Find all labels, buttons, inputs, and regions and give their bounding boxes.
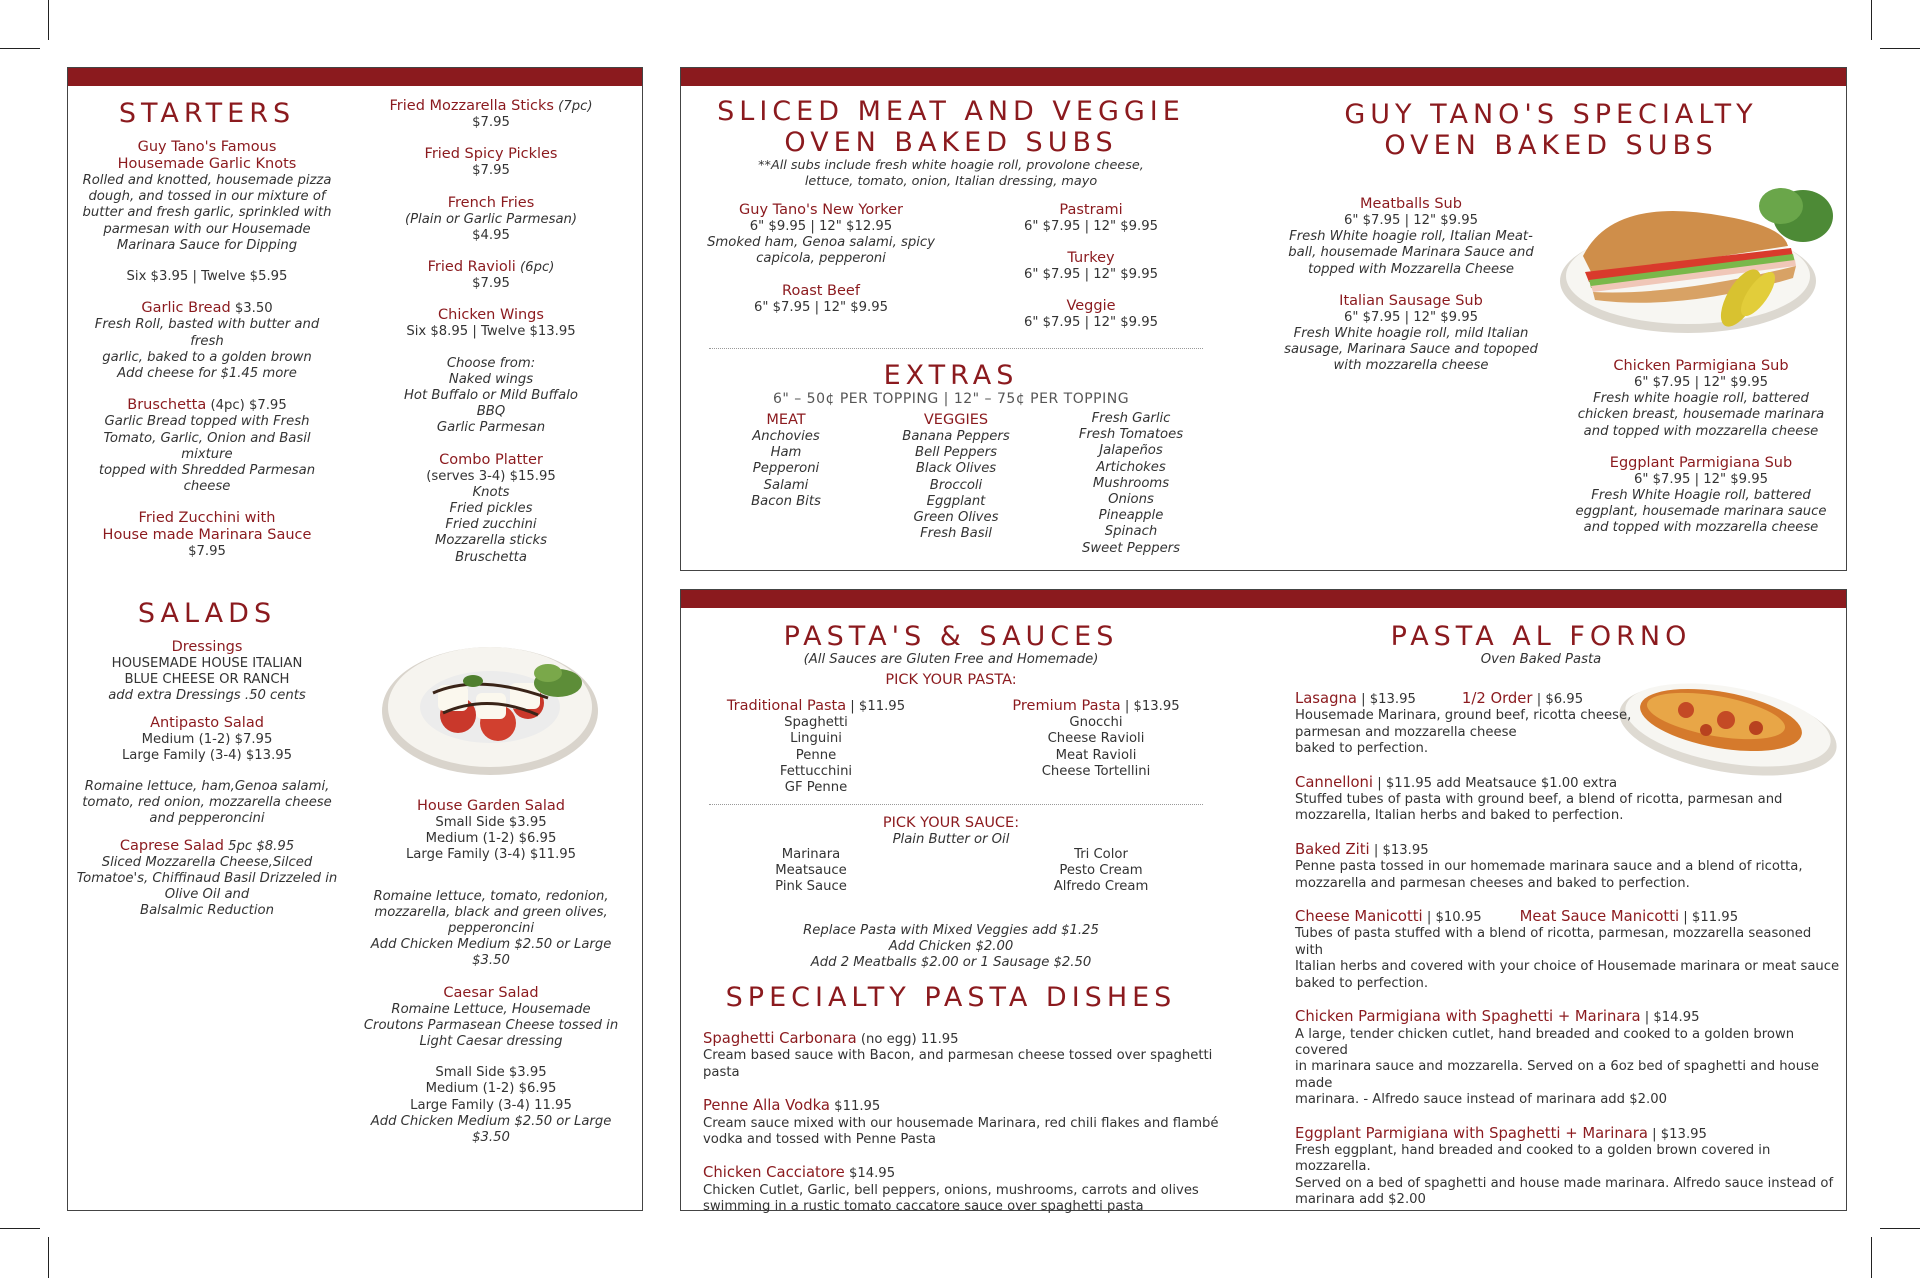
section-title: GUY TANO'S SPECIALTY bbox=[1344, 99, 1758, 130]
item-name: Roast Beef bbox=[782, 282, 860, 299]
item-name: Chicken Cacciatore bbox=[703, 1164, 845, 1182]
list-item: Artichokes bbox=[1096, 459, 1166, 475]
list-item: Pesto Cream bbox=[1059, 863, 1143, 879]
pick-pasta-label: PICK YOUR PASTA: bbox=[885, 672, 1017, 689]
crop-mark bbox=[48, 0, 49, 40]
pasta-addons: Replace Pasta with Mixed Veggies add $1.25 Add Chicken $2.00 Add 2 Meatballs $2.00 or 1 Sausage $2.50 bbox=[803, 923, 1099, 971]
item-desc: Rolled and knotted, housemade pizza dough, and tossed in our mixture of butter and fresh garlic, sprinkled with parmesan with our Housemade Marinara Sauce for Dipping bbox=[82, 173, 332, 253]
list-item: Green Olives bbox=[913, 510, 999, 526]
item-desc: Fresh White hoagie roll, mild Italian sausage, Marinara Sauce and topoped with mozzarella cheese bbox=[1284, 326, 1538, 374]
section-title: SALADS bbox=[137, 598, 277, 629]
specialty-pasta-list bbox=[703, 1031, 1253, 1216]
item-price: $14.95 bbox=[844, 1166, 896, 1182]
item-desc: Chicken Cutlet, Garlic, bell peppers, onions, mushrooms, carrots and olives bbox=[703, 1182, 1199, 1198]
item-desc: Fresh White Hoagie roll, battered eggplant, housemade marinara sauce and topped with mozzarella cheese bbox=[1575, 488, 1827, 536]
item-price: Six $8.95 | Twelve $13.95 bbox=[406, 324, 576, 340]
crop-mark bbox=[1880, 1228, 1920, 1229]
item-desc: Fresh eggplant, hand breaded and cooked to a golden brown covered in mozzarella. Served on a bed of spaghetti and house made marinara. Alfredo sauce instead of marinara add $2.00 bbox=[1295, 1142, 1834, 1208]
item-price: 6" $9.95 | 12" $12.95 bbox=[749, 219, 893, 234]
section-title: EXTRAS bbox=[883, 360, 1019, 391]
item-name: Lasagna bbox=[1295, 690, 1357, 707]
list-item: Fresh Basil bbox=[920, 526, 992, 542]
item-desc: Garlic Bread topped with Fresh Tomato, Garlic, Onion and Basil mixture topped with Shredded Parmesan cheese bbox=[98, 414, 316, 495]
item-price: | $11.95 add Meatsauce $1.00 extra bbox=[1373, 775, 1618, 791]
item-price: Small Side $3.95 bbox=[435, 815, 547, 830]
divider bbox=[709, 804, 1203, 805]
section-title: SPECIALTY PASTA DISHES bbox=[725, 982, 1177, 1013]
subs-column-left bbox=[701, 202, 941, 316]
list-item: Tri Color bbox=[1074, 847, 1128, 862]
section-title: OVEN BAKED SUBS bbox=[784, 127, 1118, 158]
item-desc: Romaine lettuce, ham,Genoa salami, tomato, red onion, mozzarella cheese and pepperoncini bbox=[82, 779, 332, 827]
item-name: Meat Sauce Manicotti bbox=[1519, 908, 1680, 926]
crop-mark bbox=[1871, 0, 1872, 40]
pasta-sauces-section bbox=[691, 621, 1211, 689]
specialty-subs-section bbox=[1281, 99, 1821, 161]
item-name: Traditional Pasta bbox=[726, 698, 847, 714]
item-price: $7.95 bbox=[472, 276, 510, 292]
list-item: Mushrooms bbox=[1092, 475, 1170, 491]
header-band bbox=[681, 590, 1846, 608]
list-label: MEAT bbox=[766, 412, 806, 428]
header-band bbox=[68, 68, 642, 86]
list-item: Meat Ravioli bbox=[1055, 747, 1137, 763]
sauce-list-right bbox=[1021, 847, 1181, 896]
item-price: 6" $7.95 | 12" $9.95 bbox=[753, 299, 889, 315]
list-item: Salami bbox=[763, 477, 809, 493]
sliced-subs-section bbox=[691, 96, 1211, 190]
item-name: Baked Ziti bbox=[1295, 840, 1370, 858]
item-desc: swimming in a rustic tomato caccatore sauce over spaghetti pasta bbox=[703, 1199, 1144, 1215]
item-name: Dressings bbox=[171, 639, 243, 655]
item-name: Pastrami bbox=[1059, 202, 1123, 218]
item-price: 6" $7.95 | 12" $9.95 bbox=[1633, 471, 1769, 487]
list-item: Spinach bbox=[1104, 524, 1158, 540]
item-name: Chicken Parmigiana Sub bbox=[1613, 358, 1789, 374]
item-price: (no egg) 11.95 bbox=[856, 1032, 959, 1047]
list-item: Spaghetti bbox=[784, 715, 848, 731]
item-note: add extra Dressings .50 cents bbox=[108, 688, 306, 704]
section-subtitle: Oven Baked Pasta bbox=[1480, 652, 1602, 667]
list-item: Bell Peppers bbox=[915, 445, 997, 461]
section-title: SLICED MEAT AND VEGGIE bbox=[717, 96, 1185, 127]
list-item: Pepperoni bbox=[752, 461, 820, 477]
extras-meat-list bbox=[716, 412, 856, 510]
section-title: PASTA'S & SAUCES bbox=[783, 621, 1119, 652]
item-name: 1/2 Order bbox=[1461, 690, 1533, 707]
item-name: Veggie bbox=[1066, 298, 1116, 315]
item-desc: Romaine Lettuce, Housemade Croutons Parmasean Cheese tossed in Light Caesar dressing bbox=[363, 1001, 619, 1050]
item-name: Caesar Salad bbox=[443, 984, 539, 1001]
item-desc: Penne pasta tossed in our homemade marinara sauce and a blend of ricotta, mozzarella and parmesan cheeses and baked to perfection. bbox=[1295, 859, 1803, 891]
sauce-note: Plain Butter or Oil bbox=[892, 832, 1010, 847]
item-price: $7.95 bbox=[472, 115, 510, 131]
item-name: Eggplant Parmigiana Sub bbox=[1609, 454, 1793, 471]
list-item: Gnocchi bbox=[1069, 715, 1123, 731]
item-price: $4.95 bbox=[472, 227, 510, 243]
item-name: Cannelloni bbox=[1295, 773, 1374, 791]
item-price: | $6.95 bbox=[1532, 692, 1584, 707]
sauce-list-left bbox=[731, 847, 891, 896]
premium-pasta-list bbox=[991, 698, 1201, 780]
item-price: Six $3.95 | Twelve $5.95 bbox=[126, 269, 288, 285]
starters-salads-panel bbox=[67, 67, 643, 1211]
item-name: Meatballs Sub bbox=[1360, 196, 1462, 212]
item-name: Antipasto Salad bbox=[150, 714, 264, 731]
list-item: Banana Peppers bbox=[902, 429, 1010, 444]
item-name: Cheese Manicotti bbox=[1295, 908, 1423, 926]
list-label: VEGGIES bbox=[923, 412, 989, 428]
item-price: $11.95 bbox=[829, 1099, 881, 1115]
list-item: GF Penne bbox=[784, 780, 848, 796]
wing-choices: Choose from: Naked wings Hot Buffalo or Mild Buffalo BBQ Garlic Parmesan bbox=[404, 355, 578, 436]
item-desc: A large, tender chicken cutlet, hand breaded and cooked to a golden brown covered in marinara sauce and mozzarella. Served on a 6oz bed of spaghetti and house made marinara. - Alfredo sauce instead of marinara add $2.00 bbox=[1295, 1026, 1820, 1108]
item-name: Spaghetti Carbonara bbox=[703, 1030, 857, 1047]
item-desc: Sliced Mozzarella Cheese,Silced Tomatoe's, Chiffinaud Basil Drizzeled in Olive Oil and Balsalmic Reduction bbox=[76, 854, 338, 919]
item-name: Fried Mozzarella Sticks bbox=[389, 98, 554, 114]
item-desc: Cream based sauce with Bacon, and parmesan cheese tossed over spaghetti pasta bbox=[703, 1048, 1213, 1080]
list-item: Marinara bbox=[781, 847, 841, 862]
item-name: Garlic Bread bbox=[141, 300, 231, 317]
item-note: (7pc) bbox=[553, 99, 593, 114]
dressing-list: BLUE CHEESE OR RANCH bbox=[124, 672, 290, 688]
item-name: Bruschetta bbox=[127, 397, 207, 414]
item-desc: Fresh Roll, basted with butter and fresh garlic, baked to a golden brown Add cheese for $1.45 more bbox=[94, 317, 320, 382]
list-item: Penne bbox=[795, 747, 837, 763]
item-desc: vodka and tossed with Penne Pasta bbox=[703, 1132, 936, 1148]
specialty-subs-column-left bbox=[1281, 196, 1541, 375]
item-name: Premium Pasta bbox=[1012, 698, 1121, 714]
list-item: Eggplant bbox=[926, 493, 986, 509]
item-desc: Fresh white hoagie roll, battered chicken breast, housemade marinara and topped with mozzarella cheese bbox=[1577, 391, 1825, 439]
sub-sandwich-photo bbox=[1553, 176, 1843, 346]
crop-mark bbox=[48, 1237, 49, 1278]
list-item: Bacon Bits bbox=[751, 493, 821, 509]
list-item: Ham bbox=[770, 445, 802, 461]
item-price: Large Family (3-4) $11.95 bbox=[405, 847, 577, 863]
item-price: | $13.95 bbox=[1369, 842, 1429, 858]
item-name: Chicken Wings bbox=[438, 307, 544, 324]
crop-mark bbox=[0, 1228, 40, 1229]
item-price: | $11.95 bbox=[1679, 910, 1739, 926]
item-price: Large Family (3-4) $13.95 bbox=[121, 747, 293, 763]
section-title: STARTERS bbox=[118, 98, 296, 129]
item-price: | $14.95 bbox=[1640, 1010, 1700, 1026]
section-title: PASTA AL FORNO bbox=[1390, 621, 1692, 652]
extras-veggie-list bbox=[876, 412, 1036, 542]
caprese-salad-photo bbox=[378, 623, 628, 783]
item-desc: Smoked ham, Genoa salami, spicy capicola, pepperoni bbox=[707, 235, 935, 267]
item-desc: Stuffed tubes of pasta with ground beef, a blend of ricotta, parmesan and mozzarella, Italian herbs and baked to perfection. bbox=[1295, 792, 1783, 824]
item-desc: Fresh White hoagie roll, Italian Meat- ball, housemade Marinara Sauce and topped with Mozzarella Cheese bbox=[1288, 229, 1534, 277]
item-desc: Cream sauce mixed with our housemade Marinara, red chili flakes and flambé bbox=[703, 1115, 1219, 1131]
item-desc: Tubes of pasta stuffed with a blend of ricotta, parmesan, mozzarella seasoned with Italian herbs and covered with your choice of Housemade marinara or meat sauce baked to perfection. bbox=[1295, 926, 1840, 991]
item-price: (serves 3-4) $15.95 bbox=[426, 468, 556, 484]
section-title: OVEN BAKED SUBS bbox=[1384, 130, 1718, 161]
item-name: Housemade Garlic Knots bbox=[117, 156, 297, 172]
item-price: 6" $7.95 | 12" $9.95 bbox=[1633, 375, 1769, 390]
starters-column-right bbox=[360, 98, 622, 566]
subs-column-right bbox=[971, 202, 1211, 332]
traditional-pasta-list bbox=[711, 698, 921, 796]
pasta-panel bbox=[680, 589, 1847, 1215]
crop-mark bbox=[0, 48, 40, 49]
item-price: Medium (1-2) $7.95 bbox=[141, 731, 273, 747]
list-item: Jalapeños bbox=[1099, 443, 1163, 459]
list-item: Pineapple bbox=[1098, 508, 1164, 524]
item-price: 6" $7.95 | 12" $9.95 bbox=[1023, 315, 1159, 331]
item-name: Caprese Salad bbox=[119, 837, 224, 854]
crop-mark bbox=[1880, 48, 1920, 49]
divider bbox=[709, 348, 1203, 349]
item-note: Add Chicken Medium $2.50 or Large $3.50 bbox=[370, 1113, 612, 1146]
item-name: Italian Sausage Sub bbox=[1339, 292, 1483, 309]
specialty-pasta-section bbox=[691, 982, 1211, 1013]
item-price: 5pc $8.95 bbox=[223, 838, 295, 854]
list-item: Black Olives bbox=[915, 461, 997, 477]
dressing-list: HOUSEMADE HOUSE ITALIAN bbox=[111, 656, 303, 671]
list-item: Broccoli bbox=[929, 477, 983, 493]
item-name: Fried Spicy Pickles bbox=[424, 146, 558, 163]
crop-mark bbox=[1871, 1237, 1872, 1278]
list-item: Fettucchini bbox=[779, 763, 853, 779]
list-item: Pink Sauce bbox=[775, 879, 847, 895]
item-price: Large Family (3-4) 11.95 bbox=[410, 1097, 572, 1113]
pasta-al-forno-section bbox=[1281, 621, 1801, 668]
list-item: Alfredo Cream bbox=[1053, 879, 1149, 895]
item-price: 6" $7.95 | 12" $9.95 bbox=[1023, 219, 1159, 234]
item-name: Guy Tano's Famous bbox=[137, 139, 277, 155]
extras-section bbox=[691, 360, 1211, 407]
item-name: Penne Alla Vodka bbox=[703, 1097, 830, 1115]
al-forno-list bbox=[1295, 691, 1840, 1209]
item-price: Small Side $3.95 bbox=[435, 1065, 547, 1081]
subs-panel bbox=[680, 67, 1847, 571]
item-price: $7.95 bbox=[188, 544, 226, 560]
list-item: Sweet Peppers bbox=[1082, 540, 1180, 556]
header-band bbox=[681, 68, 1846, 86]
item-name: Guy Tano's New Yorker bbox=[739, 202, 903, 218]
list-item: Fresh Garlic bbox=[1091, 411, 1171, 426]
item-price: $7.95 bbox=[472, 163, 510, 179]
extras-veggie-list-2 bbox=[1051, 411, 1211, 557]
item-name: Turkey bbox=[1067, 250, 1115, 267]
item-name: Fried Ravioli bbox=[427, 259, 516, 276]
item-name: French Fries bbox=[447, 194, 535, 211]
item-name: House made Marinara Sauce bbox=[102, 527, 312, 544]
combo-items: Knots Fried pickles Fried zucchini Mozzarella sticks Bruschetta bbox=[435, 484, 547, 565]
item-price: $3.50 bbox=[230, 301, 273, 317]
specialty-subs-column-right bbox=[1571, 358, 1831, 537]
section-subtitle: (All Sauces are Gluten Free and Homemade) bbox=[803, 652, 1099, 667]
list-item: Fresh Tomatoes bbox=[1078, 427, 1184, 443]
item-desc: Housemade Marinara, ground beef, ricotta cheese, parmesan and mozzarella cheese baked to perfection. bbox=[1295, 708, 1632, 757]
list-item: Linguini bbox=[790, 731, 842, 747]
item-price: | $10.95 bbox=[1422, 910, 1482, 926]
item-note: (6pc) bbox=[515, 260, 555, 276]
item-name: Eggplant Parmigiana with Spaghetti + Marinara bbox=[1295, 1124, 1648, 1142]
item-price: Medium (1-2) $6.95 bbox=[425, 831, 557, 847]
list-item: Anchovies bbox=[752, 429, 820, 444]
item-price: | $11.95 bbox=[846, 699, 906, 714]
list-item: Cheese Tortellini bbox=[1041, 763, 1151, 779]
item-name: Combo Platter bbox=[439, 451, 543, 468]
salads-column-right bbox=[360, 798, 622, 1146]
pick-sauce-label: PICK YOUR SAUCE: bbox=[882, 815, 1020, 831]
item-price: | $13.95 bbox=[1647, 1126, 1707, 1142]
item-price: 6" $7.95 | 12" $9.95 bbox=[1343, 309, 1479, 325]
item-note: (Plain or Garlic Parmesan) bbox=[404, 211, 578, 227]
item-name: Fried Zucchini with bbox=[138, 510, 276, 527]
list-item: Cheese Ravioli bbox=[1047, 731, 1145, 747]
item-price: (4pc) $7.95 bbox=[206, 398, 287, 414]
item-price: 6" $7.95 | 12" $9.95 bbox=[1343, 213, 1479, 228]
salads-column-left bbox=[76, 598, 338, 920]
item-price: | $13.95 bbox=[1356, 692, 1416, 707]
list-item: Meatsauce bbox=[775, 863, 847, 879]
list-item: Onions bbox=[1108, 492, 1154, 508]
starters-column-left bbox=[76, 98, 338, 561]
item-desc: Romaine lettuce, tomato, redonion, mozzarella, black and green olives, pepperoncini Add Chicken Medium $2.50 or Large $3.50 bbox=[370, 888, 612, 969]
item-name: House Garden Salad bbox=[416, 798, 565, 814]
pick-sauce-section bbox=[691, 815, 1211, 848]
subs-note: **All subs include fresh white hoagie roll, provolone cheese, lettuce, tomato, onion, Italian dressing, mayo bbox=[758, 158, 1144, 189]
extras-pricing: 6" – 50¢ PER TOPPING | 12" – 75¢ PER TOPPING bbox=[772, 391, 1130, 407]
item-price: | $13.95 bbox=[1120, 699, 1180, 714]
item-name: Chicken Parmigiana with Spaghetti + Marinara bbox=[1295, 1008, 1641, 1026]
item-price: Medium (1-2) $6.95 bbox=[425, 1081, 557, 1097]
item-price: 6" $7.95 | 12" $9.95 bbox=[1023, 267, 1159, 283]
